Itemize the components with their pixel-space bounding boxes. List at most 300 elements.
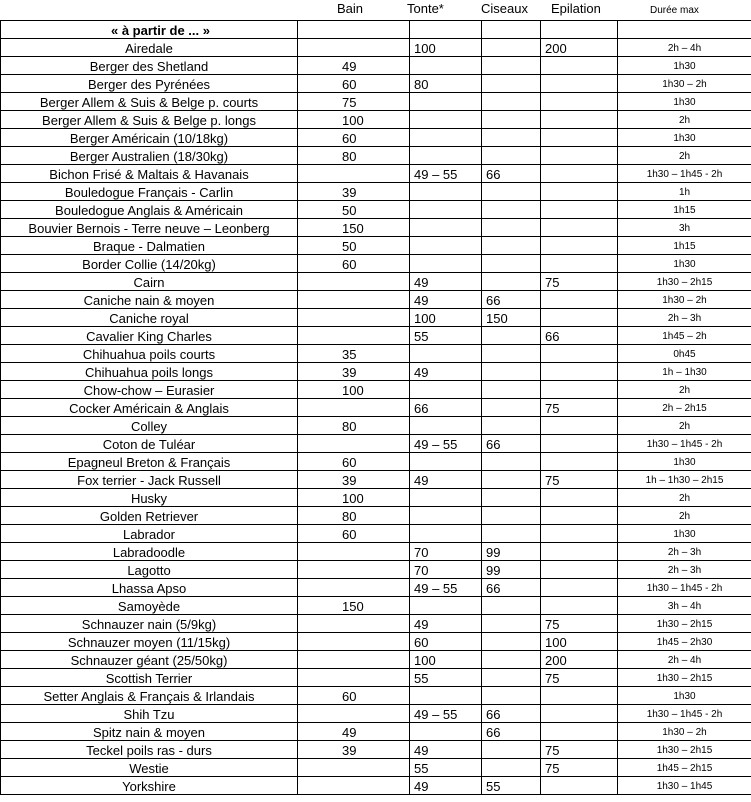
price-ciseaux — [482, 75, 541, 93]
price-bain: 49 — [298, 57, 410, 75]
breed-name: Cairn — [1, 273, 298, 291]
price-tonte — [410, 687, 482, 705]
price-tonte: 49 — [410, 471, 482, 489]
price-ciseaux — [482, 237, 541, 255]
price-tonte — [410, 417, 482, 435]
price-epilation — [541, 255, 618, 273]
breed-name: Labradoodle — [1, 543, 298, 561]
price-epilation — [541, 111, 618, 129]
price-ciseaux: 99 — [482, 543, 541, 561]
price-ciseaux — [482, 327, 541, 345]
price-epilation — [541, 57, 618, 75]
price-tonte: 100 — [410, 39, 482, 57]
breed-name: Husky — [1, 489, 298, 507]
table-row — [1, 597, 751, 615]
price-bain — [298, 777, 410, 795]
price-bain: 50 — [298, 201, 410, 219]
price-tonte: 49 – 55 — [410, 705, 482, 723]
price-tonte — [410, 597, 482, 615]
price-epilation — [541, 525, 618, 543]
price-ciseaux — [482, 57, 541, 75]
duree-max: 2h — [618, 147, 751, 165]
breed-name: Cavalier King Charles — [1, 327, 298, 345]
duree-max: 1h30 – 2h15 — [618, 615, 751, 633]
price-bain: 39 — [298, 471, 410, 489]
duree-max: 1h30 — [618, 57, 751, 75]
duree-max: 1h45 – 2h — [618, 327, 751, 345]
breed-name: Chow-chow – Eurasier — [1, 381, 298, 399]
price-epilation — [541, 147, 618, 165]
duree-max: 1h – 1h30 – 2h15 — [618, 471, 751, 489]
price-ciseaux: 66 — [482, 705, 541, 723]
table-row — [1, 165, 751, 183]
price-epilation — [541, 705, 618, 723]
price-epilation — [541, 237, 618, 255]
price-epilation: 75 — [541, 273, 618, 291]
table-row — [1, 309, 751, 327]
price-epilation: 75 — [541, 615, 618, 633]
price-ciseaux — [482, 363, 541, 381]
duree-max: 1h15 — [618, 201, 751, 219]
price-epilation — [541, 219, 618, 237]
price-ciseaux — [482, 471, 541, 489]
price-bain — [298, 291, 410, 309]
price-tonte — [410, 723, 482, 741]
price-bain: 35 — [298, 345, 410, 363]
price-tonte: 100 — [410, 309, 482, 327]
duree-max: 1h30 – 1h45 - 2h — [618, 165, 751, 183]
table-row — [1, 741, 751, 759]
table-row — [1, 201, 751, 219]
price-epilation — [541, 489, 618, 507]
price-bain — [298, 651, 410, 669]
table-row — [1, 39, 751, 57]
price-ciseaux: 99 — [482, 561, 541, 579]
table-row — [1, 417, 751, 435]
price-tonte: 66 — [410, 399, 482, 417]
breed-name: Golden Retriever — [1, 507, 298, 525]
price-epilation: 75 — [541, 741, 618, 759]
breed-name: Setter Anglais & Français & Irlandais — [1, 687, 298, 705]
price-ciseaux — [482, 453, 541, 471]
table-row — [1, 759, 751, 777]
price-epilation — [541, 561, 618, 579]
breed-name: Teckel poils ras - durs — [1, 741, 298, 759]
price-tonte: 60 — [410, 633, 482, 651]
duree-max: 2h – 4h — [618, 651, 751, 669]
breed-name: Bouledogue Anglais & Américain — [1, 201, 298, 219]
table-row — [1, 93, 751, 111]
price-epilation: 200 — [541, 39, 618, 57]
price-bain: 80 — [298, 417, 410, 435]
table-row — [1, 75, 751, 93]
price-tonte: 80 — [410, 75, 482, 93]
table-row — [1, 777, 751, 795]
breed-name: Bouvier Bernois - Terre neuve – Leonberg — [1, 219, 298, 237]
price-ciseaux — [482, 111, 541, 129]
price-bain: 60 — [298, 453, 410, 471]
breed-name: Berger Allem & Suis & Belge p. longs — [1, 111, 298, 129]
price-ciseaux — [482, 615, 541, 633]
breed-name: Samoyède — [1, 597, 298, 615]
price-tonte: 55 — [410, 759, 482, 777]
price-tonte — [410, 255, 482, 273]
price-tonte: 49 — [410, 777, 482, 795]
duree-max: 1h30 – 1h45 - 2h — [618, 435, 751, 453]
price-ciseaux: 66 — [482, 165, 541, 183]
price-epilation: 75 — [541, 759, 618, 777]
subheader-label: « à partir de ... » — [1, 21, 298, 39]
breed-name: Berger Américain (10/18kg) — [1, 129, 298, 147]
breed-name: Cocker Américain & Anglais — [1, 399, 298, 417]
price-bain: 100 — [298, 111, 410, 129]
duree-max: 1h30 – 1h45 - 2h — [618, 705, 751, 723]
duree-max: 2h – 2h15 — [618, 399, 751, 417]
breed-name: Westie — [1, 759, 298, 777]
price-ciseaux — [482, 507, 541, 525]
price-bain — [298, 543, 410, 561]
price-bain: 100 — [298, 381, 410, 399]
price-epilation — [541, 75, 618, 93]
table-row — [1, 381, 751, 399]
table-row — [1, 705, 751, 723]
price-epilation — [541, 543, 618, 561]
breed-name: Scottish Terrier — [1, 669, 298, 687]
price-ciseaux — [482, 201, 541, 219]
price-tonte — [410, 111, 482, 129]
price-bain — [298, 309, 410, 327]
breed-name: Labrador — [1, 525, 298, 543]
price-bain: 150 — [298, 219, 410, 237]
table-row — [1, 633, 751, 651]
duree-max: 1h30 – 1h45 - 2h — [618, 579, 751, 597]
price-epilation: 200 — [541, 651, 618, 669]
price-tonte: 70 — [410, 543, 482, 561]
duree-max: 2h — [618, 381, 751, 399]
price-tonte — [410, 219, 482, 237]
price-epilation: 100 — [541, 633, 618, 651]
breed-name: Braque - Dalmatien — [1, 237, 298, 255]
duree-max: 1h45 – 2h30 — [618, 633, 751, 651]
price-tonte — [410, 525, 482, 543]
duree-max: 1h30 — [618, 687, 751, 705]
price-tonte: 49 — [410, 741, 482, 759]
breed-name: Spitz nain & moyen — [1, 723, 298, 741]
price-tonte — [410, 201, 482, 219]
price-ciseaux: 66 — [482, 723, 541, 741]
price-bain — [298, 759, 410, 777]
price-epilation — [541, 363, 618, 381]
breed-name: Lhassa Apso — [1, 579, 298, 597]
price-epilation: 75 — [541, 399, 618, 417]
table-row — [1, 561, 751, 579]
price-bain: 39 — [298, 183, 410, 201]
price-tonte: 49 — [410, 273, 482, 291]
table-row — [1, 345, 751, 363]
price-ciseaux — [482, 399, 541, 417]
price-bain — [298, 633, 410, 651]
price-epilation — [541, 507, 618, 525]
duree-max: 2h – 3h — [618, 309, 751, 327]
price-epilation: 66 — [541, 327, 618, 345]
breed-name: Airedale — [1, 39, 298, 57]
price-epilation — [541, 345, 618, 363]
price-bain — [298, 561, 410, 579]
price-bain: 60 — [298, 687, 410, 705]
duree-max: 1h30 — [618, 453, 751, 471]
breed-name: Caniche nain & moyen — [1, 291, 298, 309]
breed-name: Lagotto — [1, 561, 298, 579]
price-ciseaux — [482, 633, 541, 651]
price-ciseaux — [482, 741, 541, 759]
price-bain: 80 — [298, 147, 410, 165]
price-tonte — [410, 93, 482, 111]
price-tonte — [410, 507, 482, 525]
price-epilation — [541, 201, 618, 219]
price-tonte — [410, 489, 482, 507]
breed-name: Chihuahua poils courts — [1, 345, 298, 363]
price-bain — [298, 615, 410, 633]
price-ciseaux — [482, 273, 541, 291]
header-epilation: Epilation — [551, 1, 601, 16]
price-epilation — [541, 453, 618, 471]
price-tonte — [410, 57, 482, 75]
table-row — [1, 57, 751, 75]
table-row — [1, 507, 751, 525]
price-ciseaux: 55 — [482, 777, 541, 795]
price-tonte: 49 — [410, 615, 482, 633]
table-row — [1, 183, 751, 201]
price-bain: 60 — [298, 255, 410, 273]
price-bain — [298, 165, 410, 183]
price-bain — [298, 579, 410, 597]
breed-name: Border Collie (14/20kg) — [1, 255, 298, 273]
table-row — [1, 111, 751, 129]
price-ciseaux — [482, 345, 541, 363]
price-tonte: 49 – 55 — [410, 435, 482, 453]
duree-max: 1h45 – 2h15 — [618, 759, 751, 777]
price-ciseaux — [482, 687, 541, 705]
price-ciseaux — [482, 147, 541, 165]
price-tonte: 55 — [410, 669, 482, 687]
price-bain: 60 — [298, 525, 410, 543]
table-row — [1, 543, 751, 561]
table-row — [1, 669, 751, 687]
price-ciseaux: 66 — [482, 579, 541, 597]
duree-max: 2h — [618, 111, 751, 129]
breed-name: Caniche royal — [1, 309, 298, 327]
price-bain: 50 — [298, 237, 410, 255]
table-row — [1, 453, 751, 471]
price-tonte — [410, 183, 482, 201]
duree-max: 1h30 — [618, 525, 751, 543]
price-tonte — [410, 345, 482, 363]
price-tonte: 55 — [410, 327, 482, 345]
price-ciseaux: 66 — [482, 291, 541, 309]
price-bain: 75 — [298, 93, 410, 111]
price-epilation — [541, 597, 618, 615]
table-row — [1, 273, 751, 291]
duree-max: 0h45 — [618, 345, 751, 363]
table-row — [1, 327, 751, 345]
price-bain — [298, 399, 410, 417]
price-tonte: 49 – 55 — [410, 165, 482, 183]
price-epilation — [541, 129, 618, 147]
price-epilation — [541, 435, 618, 453]
duree-max: 3h — [618, 219, 751, 237]
price-ciseaux — [482, 597, 541, 615]
duree-max: 1h — [618, 183, 751, 201]
price-tonte — [410, 147, 482, 165]
price-epilation — [541, 687, 618, 705]
table-row — [1, 615, 751, 633]
price-bain: 60 — [298, 129, 410, 147]
price-epilation — [541, 777, 618, 795]
breed-name: Berger des Pyrénées — [1, 75, 298, 93]
duree-max: 1h30 — [618, 129, 751, 147]
duree-max: 2h — [618, 507, 751, 525]
breed-name: Yorkshire — [1, 777, 298, 795]
price-ciseaux — [482, 651, 541, 669]
table-row — [1, 399, 751, 417]
price-ciseaux: 150 — [482, 309, 541, 327]
duree-max: 1h30 – 2h — [618, 291, 751, 309]
duree-max: 1h30 – 2h — [618, 723, 751, 741]
breed-name: Fox terrier - Jack Russell — [1, 471, 298, 489]
breed-name: Chihuahua poils longs — [1, 363, 298, 381]
breed-name: Berger Australien (18/30kg) — [1, 147, 298, 165]
breed-name: Schnauzer nain (5/9kg) — [1, 615, 298, 633]
price-ciseaux — [482, 381, 541, 399]
price-bain — [298, 435, 410, 453]
price-epilation — [541, 723, 618, 741]
duree-max: 1h15 — [618, 237, 751, 255]
table-row — [1, 435, 751, 453]
price-ciseaux: 66 — [482, 435, 541, 453]
header-ciseaux: Ciseaux — [481, 1, 528, 16]
breed-name: Schnauzer géant (25/50kg) — [1, 651, 298, 669]
price-bain — [298, 327, 410, 345]
header-bain: Bain — [337, 1, 364, 16]
price-ciseaux — [482, 669, 541, 687]
price-bain: 39 — [298, 741, 410, 759]
price-ciseaux — [482, 183, 541, 201]
price-ciseaux — [482, 417, 541, 435]
price-ciseaux — [482, 93, 541, 111]
table-row — [1, 147, 751, 165]
price-tonte: 49 — [410, 363, 482, 381]
price-bain: 80 — [298, 507, 410, 525]
duree-max: 1h30 – 2h15 — [618, 273, 751, 291]
duree-max: 3h – 4h — [618, 597, 751, 615]
price-epilation — [541, 381, 618, 399]
breed-name: Epagneul Breton & Français — [1, 453, 298, 471]
header-tonte: Tonte* — [407, 1, 444, 16]
price-tonte — [410, 129, 482, 147]
duree-max: 1h30 – 1h45 — [618, 777, 751, 795]
table-row — [1, 525, 751, 543]
price-epilation — [541, 93, 618, 111]
table-row — [1, 471, 751, 489]
breed-name: Bouledogue Français - Carlin — [1, 183, 298, 201]
price-bain — [298, 669, 410, 687]
price-bain — [298, 273, 410, 291]
price-bain — [298, 39, 410, 57]
price-tonte — [410, 237, 482, 255]
subheader-row — [1, 21, 751, 39]
column-header-row — [0, 0, 751, 20]
table-row — [1, 219, 751, 237]
price-epilation — [541, 309, 618, 327]
header-duree: Durée max — [650, 5, 699, 16]
table-row — [1, 651, 751, 669]
duree-max: 2h — [618, 489, 751, 507]
price-ciseaux — [482, 255, 541, 273]
price-tonte — [410, 453, 482, 471]
price-ciseaux — [482, 39, 541, 57]
duree-max: 1h30 – 2h15 — [618, 741, 751, 759]
duree-max: 1h – 1h30 — [618, 363, 751, 381]
table-row — [1, 489, 751, 507]
price-epilation — [541, 165, 618, 183]
price-epilation: 75 — [541, 669, 618, 687]
price-epilation — [541, 579, 618, 597]
price-epilation — [541, 183, 618, 201]
price-table — [0, 20, 751, 795]
price-tonte: 49 — [410, 291, 482, 309]
price-bain — [298, 705, 410, 723]
table-row — [1, 255, 751, 273]
duree-max: 1h30 — [618, 93, 751, 111]
duree-max: 1h30 – 2h — [618, 75, 751, 93]
table-row — [1, 687, 751, 705]
price-ciseaux — [482, 525, 541, 543]
breed-name: Berger Allem & Suis & Belge p. courts — [1, 93, 298, 111]
table-row — [1, 129, 751, 147]
duree-max: 1h30 – 2h15 — [618, 669, 751, 687]
breed-name: Coton de Tuléar — [1, 435, 298, 453]
price-bain: 150 — [298, 597, 410, 615]
table-row — [1, 579, 751, 597]
price-epilation — [541, 291, 618, 309]
price-bain: 100 — [298, 489, 410, 507]
price-tonte — [410, 381, 482, 399]
duree-max: 2h – 4h — [618, 39, 751, 57]
table-row — [1, 237, 751, 255]
price-bain: 60 — [298, 75, 410, 93]
duree-max: 2h — [618, 417, 751, 435]
price-tonte: 100 — [410, 651, 482, 669]
duree-max: 2h – 3h — [618, 543, 751, 561]
price-epilation — [541, 417, 618, 435]
price-ciseaux — [482, 489, 541, 507]
price-epilation: 75 — [541, 471, 618, 489]
price-bain: 39 — [298, 363, 410, 381]
price-ciseaux — [482, 219, 541, 237]
price-ciseaux — [482, 759, 541, 777]
breed-name: Bichon Frisé & Maltais & Havanais — [1, 165, 298, 183]
table-row — [1, 363, 751, 381]
table-row — [1, 723, 751, 741]
price-tonte: 70 — [410, 561, 482, 579]
breed-name: Shih Tzu — [1, 705, 298, 723]
price-tonte: 49 – 55 — [410, 579, 482, 597]
duree-max: 1h30 — [618, 255, 751, 273]
breed-name: Berger des Shetland — [1, 57, 298, 75]
duree-max: 2h – 3h — [618, 561, 751, 579]
breed-name: Colley — [1, 417, 298, 435]
price-ciseaux — [482, 129, 541, 147]
